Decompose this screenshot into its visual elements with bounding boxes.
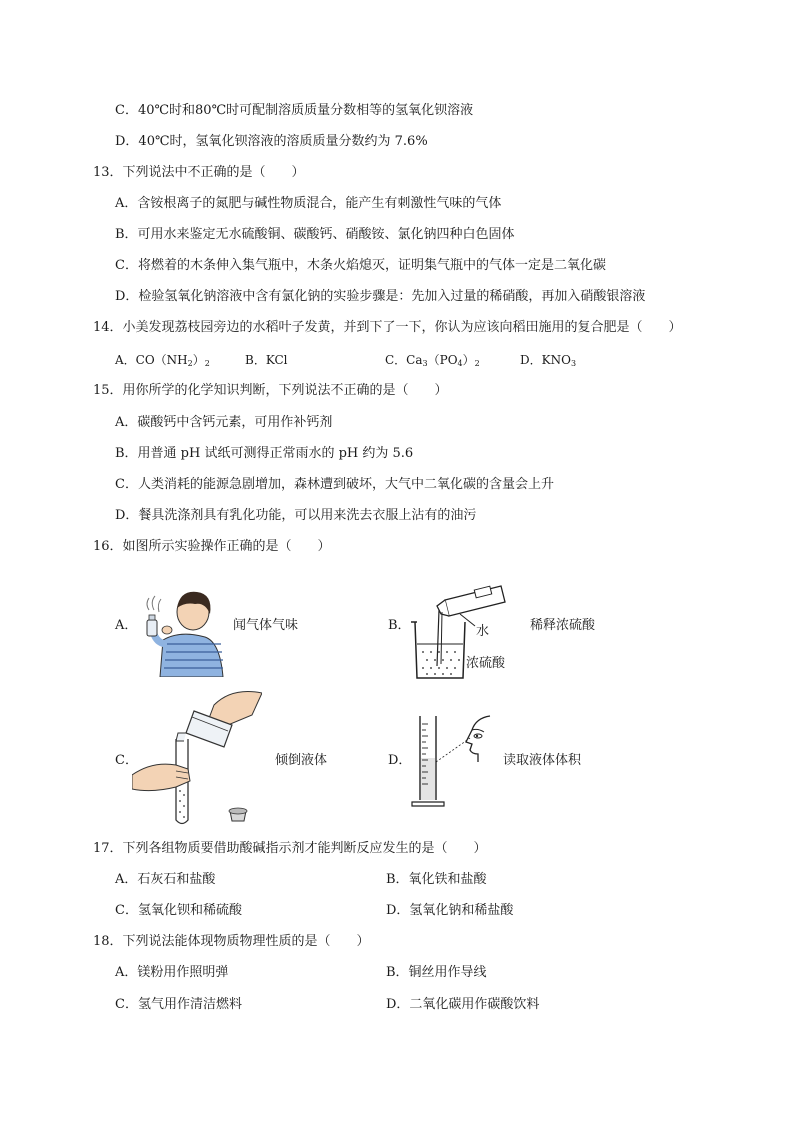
q15-option-a: A．碳酸钙中含钙元素，可用作补钙剂: [115, 415, 333, 430]
q13-option-a: A．含铵根离子的氮肥与碱性物质混合，能产生有刺激性气味的气体: [115, 196, 502, 211]
q14-stem: 14．小美发现荔枝园旁边的水稻叶子发黄，并到下了一下，你认为应该向稻田施用的复合肥是（ ）: [93, 320, 682, 335]
q15-stem: 15．用你所学的化学知识判断，下列说法不正确的是（ ）: [93, 383, 448, 398]
q16-stem: 16．如图所示实验操作正确的是（ ）: [93, 539, 331, 554]
q14-option-c: C．$Ca_3(PO_4)_2$: [385, 353, 480, 368]
smelling-gas-illustration: [135, 582, 230, 677]
q15-option-d: D．餐具洗涤剂具有乳化功能，可以用来洗去衣服上沾有的油污: [115, 508, 477, 523]
q16-acid-label: 浓硫酸: [466, 656, 506, 671]
q17-option-a: A．石灰石和盐酸: [115, 872, 216, 887]
q14-option-a: A．$CO(NH_2)_2$: [115, 353, 210, 368]
q14-option-b: B．KCl: [245, 353, 288, 367]
q16-caption-b: 稀释浓硫酸: [530, 618, 596, 633]
q14-option-d: D．$KNO_3$: [520, 353, 577, 368]
q13-stem: 13．下列说法中不正确的是（ ）: [93, 165, 305, 180]
q18-option-c: C．氢气用作清洁燃料: [115, 997, 242, 1012]
q16-caption-a: 闻气体气味: [233, 618, 299, 633]
q17-stem: 17．下列各组物质要借助酸碱指示剂才能判断反应发生的是（ ）: [93, 841, 487, 856]
q18-option-b: B．铜丝用作导线: [386, 965, 487, 980]
read-volume-illustration: [406, 712, 496, 808]
q17-option-d: D．氢氧化钠和稀盐酸: [386, 903, 514, 918]
q13-option-b: B．可用水来鉴定无水硫酸铜、碳酸钙、硝酸铵、氯化钠四种白色固体: [115, 227, 515, 242]
q18-stem: 18．下列说法能体现物质物理性质的是（ ）: [93, 934, 370, 949]
q16-caption-c: 倾倒液体: [275, 753, 328, 768]
q16-water-label: 水: [476, 624, 490, 639]
q18-option-a: A．镁粉用作照明弹: [115, 965, 229, 980]
q17-option-b: B．氧化铁和盐酸: [386, 872, 487, 887]
q12-option-d: D．40℃时，氢氧化钡溶液的溶质质量分数约为 7.6%: [115, 134, 428, 149]
q16-label-d: D．: [388, 753, 412, 768]
q13-option-c: C．将燃着的木条伸入集气瓶中，木条火焰熄灭，证明集气瓶中的气体一定是二氧化碳: [115, 258, 606, 273]
pouring-liquid-illustration: [132, 685, 262, 830]
q16-label-a: A．: [115, 618, 138, 633]
q16-label-b: B．: [388, 618, 411, 633]
q16-label-c: C．: [115, 753, 138, 768]
q12-option-c: C．40℃时和80℃时可配制溶质质量分数相等的氢氧化钡溶液: [115, 103, 474, 118]
q15-option-c: C．人类消耗的能源急剧增加，森林遭到破坏，大气中二氧化碳的含量会上升: [115, 477, 554, 492]
q13-option-d: D．检验氢氧化钠溶液中含有氯化钠的实验步骤是：先加入过量的稀硝酸，再加入硝酸银溶液: [115, 289, 646, 304]
q17-option-c: C．氢氧化钡和稀硫酸: [115, 903, 242, 918]
q18-option-d: D．二氧化碳用作碳酸饮料: [386, 997, 540, 1012]
q16-caption-d: 读取液体体积: [503, 753, 582, 768]
q15-option-b: B．用普通 pH 试纸可测得正常雨水的 pH 约为 5.6: [115, 446, 414, 461]
